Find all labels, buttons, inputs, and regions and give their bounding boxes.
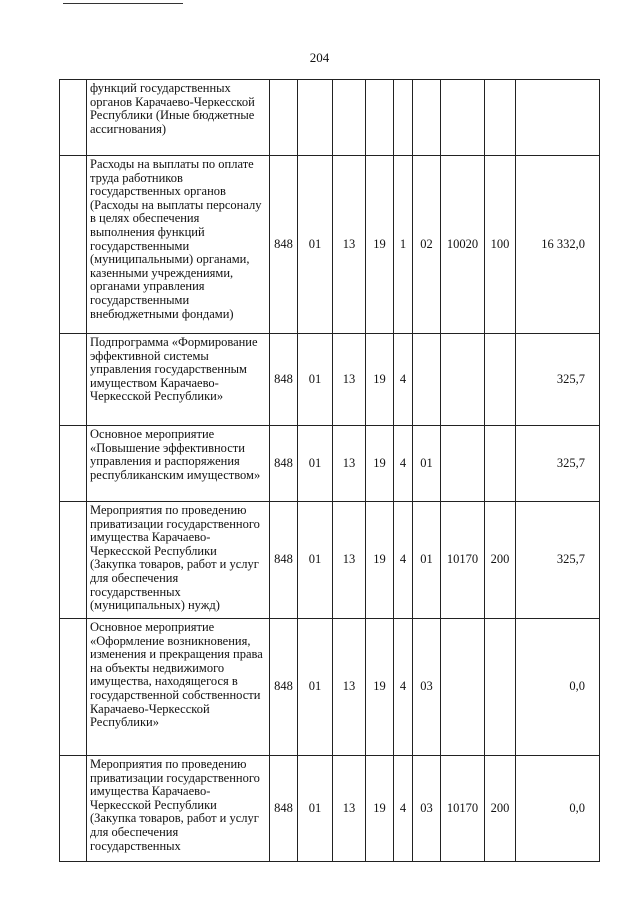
index-cell [60,756,87,862]
subprogram-cell: 4 [394,334,413,426]
subsection-cell [333,80,366,156]
event-cell [413,334,441,426]
index-cell [60,80,87,156]
amount-cell: 0,0 [516,619,600,756]
program-cell: 19 [366,756,394,862]
page-number: 204 [309,50,330,65]
expense-type-cell: 200 [485,756,516,862]
event-cell: 03 [413,756,441,862]
ministry-cell: 848 [270,426,298,502]
name-cell: Подпрограмма «Формирование эффективной системы управления государственным имуществом Карачаево-Черкесской Республики» [87,334,270,426]
ministry-cell: 848 [270,156,298,334]
table-row [60,426,600,502]
subprogram-cell: 4 [394,426,413,502]
ministry-cell: 848 [270,619,298,756]
budget-table [59,79,600,862]
event-cell: 02 [413,156,441,334]
section-cell: 01 [298,156,333,334]
subprogram-cell: 4 [394,756,413,862]
index-cell [60,334,87,426]
program-cell: 19 [366,502,394,619]
expense-type-cell [485,426,516,502]
index-cell [60,426,87,502]
section-cell: 01 [298,426,333,502]
subsection-cell: 13 [333,334,366,426]
ministry-cell: 848 [270,502,298,619]
subsection-cell: 13 [333,756,366,862]
event-cell [413,80,441,156]
table-row [60,334,600,426]
index-cell [60,502,87,619]
ministry-cell: 848 [270,756,298,862]
subsection-cell: 13 [333,156,366,334]
amount-cell: 325,7 [516,502,600,619]
amount-cell: 0,0 [516,756,600,862]
table-row [60,502,600,619]
table-row [60,619,600,756]
expense-type-cell [485,334,516,426]
table-row [60,80,600,156]
ministry-cell [270,80,298,156]
program-cell: 19 [366,156,394,334]
program-cell [366,80,394,156]
name-cell: Основное мероприятие «Оформление возникновения, изменения и прекращения права на объекты недвижимого имущества, находящегося в государственной собственности Карачаево-Черкесской Республики» [87,619,270,756]
name-cell: Мероприятия по проведению приватизации государственного имущества Карачаево-Черкесской Республики (Закупка товаров, работ и услуг для обеспечения государственных (муниципальных) нужд) [87,502,270,619]
subprogram-cell: 1 [394,156,413,334]
expense-type-cell: 200 [485,502,516,619]
name-cell: функций государственных органов Карачаево-Черкесской Республики (Иные бюджетные ассигнования) [87,80,270,156]
index-cell [60,619,87,756]
section-cell [298,80,333,156]
subsection-cell: 13 [333,426,366,502]
expense-type-cell [485,619,516,756]
direction-cell: 10170 [441,502,485,619]
name-cell: Расходы на выплаты по оплате труда работников государственных органов (Расходы на выплаты персоналу в целях обеспечения выполнения функций государственными (муниципальными) органами, казенными учреждениями, органами управления государственными внебюджетными фондами) [87,156,270,334]
ministry-cell: 848 [270,334,298,426]
amount-cell: 16 332,0 [516,156,600,334]
direction-cell [441,334,485,426]
program-cell: 19 [366,426,394,502]
section-cell: 01 [298,619,333,756]
section-cell: 01 [298,756,333,862]
name-cell: Мероприятия по проведению приватизации государственного имущества Карачаево-Черкесской Республики (Закупка товаров, работ и услуг для обеспечения государственных [87,756,270,862]
direction-cell [441,426,485,502]
program-cell: 19 [366,334,394,426]
event-cell: 01 [413,426,441,502]
subprogram-cell: 4 [394,502,413,619]
subsection-cell: 13 [333,502,366,619]
section-cell: 01 [298,502,333,619]
name-cell: Основное мероприятие «Повышение эффективности управления и распоряжения республиканским имуществом» [87,426,270,502]
direction-cell [441,619,485,756]
subprogram-cell: 4 [394,619,413,756]
top-rule [63,3,183,4]
amount-cell: 325,7 [516,334,600,426]
direction-cell [441,80,485,156]
index-cell [60,156,87,334]
amount-cell: 325,7 [516,426,600,502]
direction-cell: 10020 [441,156,485,334]
amount-cell [516,80,600,156]
event-cell: 03 [413,619,441,756]
event-cell: 01 [413,502,441,619]
expense-type-cell: 100 [485,156,516,334]
program-cell: 19 [366,619,394,756]
expense-type-cell [485,80,516,156]
table-row [60,156,600,334]
table-row [60,756,600,862]
subsection-cell: 13 [333,619,366,756]
subprogram-cell [394,80,413,156]
direction-cell: 10170 [441,756,485,862]
section-cell: 01 [298,334,333,426]
